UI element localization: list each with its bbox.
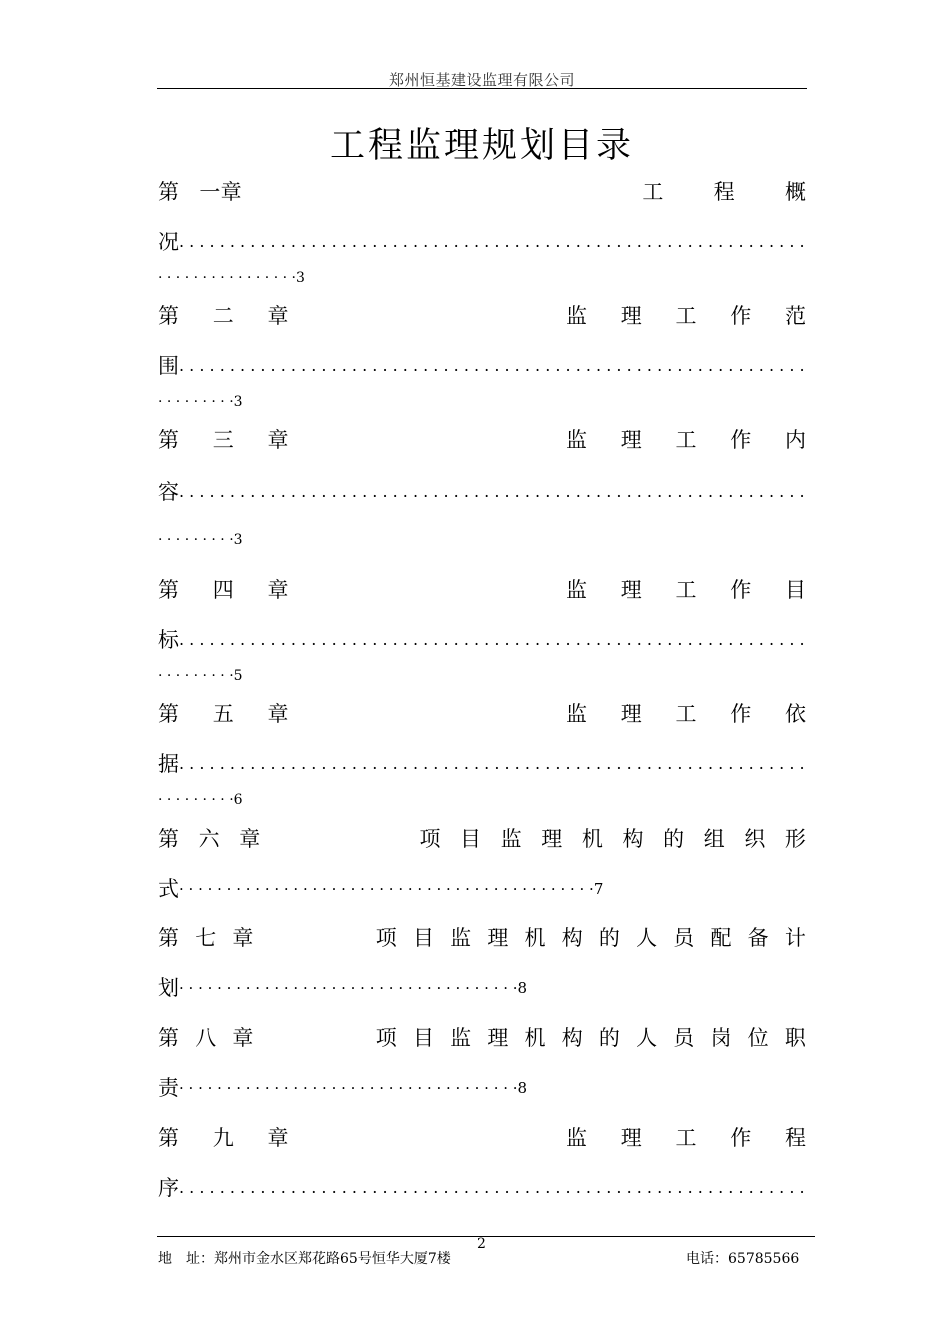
chapter-title-char: 内	[785, 428, 806, 452]
toc-entry-9-heading	[158, 1124, 806, 1152]
toc-entry-1-leader	[158, 228, 806, 256]
chapter-char: 一	[199, 180, 221, 204]
chapter-title-tail: 式	[158, 877, 179, 901]
chapter-title-char: 机	[524, 1026, 546, 1050]
chapter-title-char: 人	[636, 926, 658, 950]
chapter-char: 六	[198, 827, 220, 851]
chapter-title-char: 工	[642, 180, 664, 204]
chapter-title-char: 依	[785, 702, 806, 726]
chapter-title-tail: 标	[158, 628, 179, 652]
chapter-title-tail: 序	[158, 1176, 179, 1200]
chapter-char: 第	[158, 1026, 179, 1050]
toc-entry-5-page: · · · · · · · · ·6	[158, 792, 243, 808]
footer-rule	[157, 1236, 815, 1237]
toc-entry-2-page: · · · · · · · · ·3	[158, 394, 243, 410]
dot-leader	[179, 626, 806, 654]
chapter-char: 七	[195, 926, 217, 950]
chapter-title-char: 理	[487, 926, 509, 950]
chapter-title-char: 作	[730, 702, 752, 726]
document-title: 工程监理规划目录	[329, 126, 634, 166]
chapter-char: 章	[239, 827, 261, 851]
chapter-title-char: 工	[675, 304, 697, 328]
chapter-char: 章	[220, 180, 242, 204]
dot-leader: · · · · · · · · · · · · · · · · · · · · · · · · · · · · · · · · · · · ·	[179, 979, 518, 997]
dot-leader: · · · · · · · · · · · · · · · · · · · · · · · · · · · · · · · · · · · · · · · · · · · ·	[179, 880, 594, 898]
chapter-title-char: 员	[673, 926, 695, 950]
chapter-title-tail: 况	[158, 230, 179, 254]
chapter-title-char: 工	[675, 702, 697, 726]
chapter-char: 第	[158, 926, 179, 950]
chapter-title-char: 程	[713, 180, 735, 204]
chapter-char: 第	[158, 578, 179, 602]
chapter-title-char: 监	[566, 428, 587, 452]
chapter-title-char: 监	[566, 304, 587, 328]
chapter-title-char: 项	[375, 1026, 397, 1050]
chapter-char: 章	[267, 428, 289, 452]
toc-entry-6-heading	[158, 825, 806, 853]
chapter-title-char: 作	[730, 304, 752, 328]
chapter-title-char: 人	[636, 1026, 658, 1050]
chapter-title-char: 工	[675, 578, 697, 602]
toc-entry-3-leader	[158, 478, 806, 506]
chapter-char: 四	[212, 578, 234, 602]
chapter-title-char: 的	[663, 827, 685, 851]
header-company: 郑州恒基建设监理有限公司	[388, 71, 575, 89]
footer-address: 地 址：郑州市金水区郑花路65号恒华大厦7楼	[158, 1251, 451, 1267]
chapter-title-char: 的	[598, 926, 620, 950]
page-number: 6	[233, 792, 243, 808]
chapter-title-char: 范	[785, 304, 806, 328]
chapter-title-char: 作	[730, 428, 752, 452]
chapter-title-char: 员	[673, 1026, 695, 1050]
page-number: 3	[233, 394, 243, 410]
chapter-title-char: 项	[375, 926, 397, 950]
chapter-title-char: 监	[500, 827, 522, 851]
chapter-char: 第	[158, 428, 179, 452]
chapter-title-char: 配	[710, 926, 732, 950]
chapter-title-char: 计	[784, 926, 806, 950]
dot-leader	[179, 478, 806, 506]
chapter-title-char: 组	[703, 827, 725, 851]
chapter-title-tail: 据	[158, 752, 179, 776]
toc-entry-4-page: · · · · · · · · ·5	[158, 668, 243, 684]
toc-entry-5-leader	[158, 750, 806, 778]
chapter-char: 章	[267, 304, 289, 328]
chapter-title-char: 理	[541, 827, 563, 851]
toc-entry-9-leader	[158, 1174, 806, 1202]
toc-entry-3-page: · · · · · · · · ·3	[158, 532, 243, 548]
chapter-title-char: 监	[566, 702, 587, 726]
chapter-char: 章	[267, 702, 289, 726]
page-number: 7	[593, 880, 604, 898]
chapter-char: 二	[212, 304, 234, 328]
toc-entry-5-heading	[158, 700, 806, 728]
toc-entry-8-leader	[158, 1074, 806, 1102]
chapter-char: 章	[267, 578, 289, 602]
toc-entry-2-leader	[158, 352, 806, 380]
chapter-title-char: 理	[620, 1126, 642, 1150]
chapter-title-tail: 划	[158, 976, 179, 1000]
chapter-title-char: 概	[784, 180, 806, 204]
chapter-title-char: 机	[524, 926, 546, 950]
dot-leader	[179, 228, 806, 256]
dot-leader	[179, 1174, 806, 1202]
chapter-title-char: 理	[620, 304, 642, 328]
chapter-title-char: 监	[566, 578, 587, 602]
toc-entry-6-leader	[158, 875, 806, 903]
page-number: 5	[233, 668, 243, 684]
toc-entry-8-heading	[158, 1024, 806, 1052]
dot-leader	[179, 750, 806, 778]
page-number: 8	[517, 1079, 528, 1097]
chapter-title-tail: 围	[158, 354, 179, 378]
chapter-title-char: 监	[450, 926, 472, 950]
chapter-char: 第	[158, 827, 179, 851]
chapter-char: 第	[158, 180, 179, 204]
chapter-title-char: 工	[675, 428, 697, 452]
chapter-title-char: 岗	[710, 1026, 732, 1050]
chapter-title-tail: 容	[158, 480, 179, 504]
chapter-title-char: 项	[419, 827, 441, 851]
toc-entry-4-heading	[158, 576, 806, 604]
toc-entry-4-leader	[158, 626, 806, 654]
toc-entry-7-leader	[158, 974, 806, 1002]
footer-phone: 电话：65785566	[686, 1251, 800, 1267]
chapter-title-char: 的	[598, 1026, 620, 1050]
chapter-title-char: 理	[620, 578, 642, 602]
chapter-char: 八	[195, 1026, 217, 1050]
chapter-char: 第	[158, 304, 179, 328]
chapter-title-char: 作	[730, 1126, 752, 1150]
dot-leader	[179, 352, 806, 380]
page-number: 3	[295, 270, 305, 286]
toc-entry-7-heading	[158, 924, 806, 952]
chapter-char: 五	[212, 702, 234, 726]
chapter-title-char: 目	[412, 926, 434, 950]
chapter-title-char: 位	[747, 1026, 769, 1050]
chapter-char: 三	[212, 428, 234, 452]
chapter-title-char: 监	[450, 1026, 472, 1050]
chapter-title-char: 构	[561, 926, 583, 950]
chapter-title-char: 理	[620, 702, 642, 726]
chapter-title-char: 程	[785, 1126, 806, 1150]
chapter-title-char: 形	[784, 827, 806, 851]
toc-entry-1-heading	[158, 178, 806, 206]
dot-leader: · · · · · · · · · · · · · · · · · · · · · · · · · · · · · · · · · · · ·	[179, 1079, 518, 1097]
chapter-char: 九	[212, 1126, 234, 1150]
chapter-title-char: 目	[412, 1026, 434, 1050]
page-number: 3	[233, 532, 243, 548]
chapter-title-char: 目	[460, 827, 482, 851]
toc-entry-3-heading	[158, 426, 806, 454]
chapter-title-char: 备	[747, 926, 769, 950]
page-number-footer: 2	[477, 1236, 486, 1252]
chapter-title-char: 机	[581, 827, 603, 851]
chapter-char: 章	[232, 1026, 254, 1050]
chapter-char: 第	[158, 702, 179, 726]
chapter-title-char: 理	[487, 1026, 509, 1050]
chapter-title-char: 作	[730, 578, 752, 602]
chapter-char: 章	[232, 926, 254, 950]
chapter-title-char: 织	[744, 827, 766, 851]
chapter-title-char: 目	[785, 578, 806, 602]
chapter-title-char: 构	[622, 827, 644, 851]
chapter-title-char: 理	[620, 428, 642, 452]
chapter-title-char: 监	[566, 1126, 587, 1150]
chapter-char: 第	[158, 1126, 179, 1150]
toc-entry-2-heading	[158, 302, 806, 330]
chapter-title-char: 构	[561, 1026, 583, 1050]
chapter-title-char: 职	[784, 1026, 806, 1050]
chapter-title-char: 工	[675, 1126, 697, 1150]
chapter-char: 章	[267, 1126, 289, 1150]
header-rule	[157, 88, 807, 89]
page-number: 8	[517, 979, 528, 997]
chapter-title-tail: 责	[158, 1076, 179, 1100]
toc-entry-1-page: · · · · · · · · · · · · · · · ·3	[158, 270, 305, 286]
